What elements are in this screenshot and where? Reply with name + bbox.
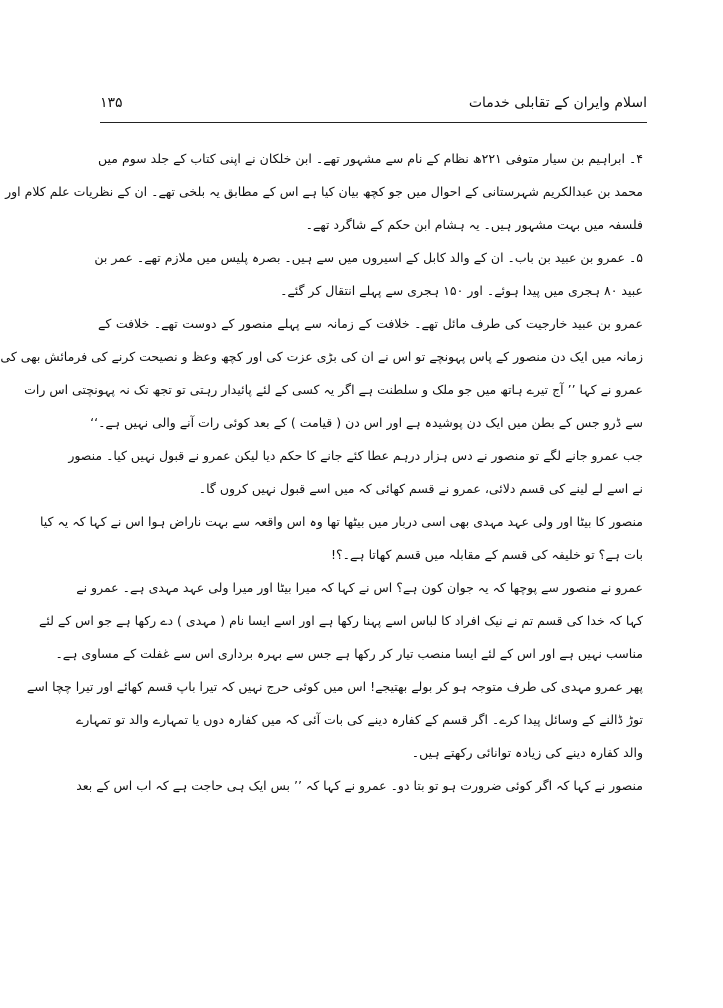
text-line: منصور نے کہا کہ اگر کوئی ضرورت ہو تو بتا دو۔ عمرو نے کہا کہ ’’ بس ایک ہی حاجت ہے کہ اب اس کے بعد — [76, 778, 643, 793]
running-header-title: اسلام وایران کے تقابلی خدمات — [468, 95, 647, 111]
text-line: توڑ ڈالنے کے وسائل پیدا کرے۔ اگر قسم کے کفارہ دینے کی بات آئی کہ میں کفارہ دوں یا تمہارے والد تو تمہارے — [75, 712, 643, 727]
text-line: منصور کا بیٹا اور ولی عہد مہدی بھی اسی دربار میں بیٹھا تھا وہ اس واقعہ سے بہت ناراض ہوا اس نے کہا کہ یہ کیا — [39, 514, 643, 529]
text-line: عمرو بن عبید خارجیت کی طرف مائل تھے۔ خلافت کے زمانہ سے پہلے منصور کے دوست تھے۔ خلافت کے — [98, 316, 643, 331]
body-text — [0, 142, 643, 802]
text-line: زمانہ میں ایک دن منصور کے پاس پہونچے تو اس نے ان کی بڑی عزت کی اور کچھ وعظ و نصیحت کرنے کی فرمائش بھی کی — [0, 349, 643, 364]
text-line: ۵۔ عمرو بن عبید بن باب۔ ان کے والد کابل کے اسیروں میں سے ہیں۔ بصرہ پلیس میں ملازم تھے۔ عمر بن — [94, 250, 643, 265]
page-number: ۱۳۵ — [100, 95, 123, 111]
text-line: ۴۔ ابراہیم بن سیار متوفی ۲۲۱ھ نظام کے نام سے مشہور تھے۔ ابن خلکان نے اپنی کتاب کے جلد سوم میں — [98, 151, 643, 166]
text-line: کہا کہ خدا کی قسم تم نے نیک افراد کا لباس اسے پہنا رکھا ہے اور اسے ایسا نام ( مہدی ) دے رکھا ہے جو اس کے لئے — [39, 613, 643, 628]
text-line: محمد بن عبدالکریم شہرستانی کے احوال میں جو کچھ بیان کیا ہے اس کے مطابق یہ بلخی تھے۔ ان کے نظریات علم کلام اور — [5, 184, 643, 199]
text-line: عبید ۸۰ ہجری میں پیدا ہوئے۔ اور ۱۵۰ ہجری سے پہلے انتقال کر گئے۔ — [280, 283, 643, 298]
running-header — [100, 92, 647, 118]
text-line: سے ڈرو جس کے بطن میں ایک دن پوشیدہ ہے اور اس دن ( قیامت ) کے بعد کوئی رات آنے والی نہیں ہے۔‘‘ — [90, 415, 643, 430]
text-line: بات ہے؟ تو خلیفہ کی قسم کے مقابلہ میں قسم کھاتا ہے۔؟! — [331, 547, 643, 562]
text-line: عمرو نے کہا ’’ آج تیرے ہاتھ میں جو ملک و سلطنت ہے اگر یہ کسی کے لئے پائیدار رہتی تو تجھ تک نہ پہونچتی اس رات — [24, 382, 643, 397]
text-line: نے اسے لے لینے کی قسم دلائی، عمرو نے قسم کھائی کہ میں اسے قبول نہیں کروں گا۔ — [198, 481, 643, 496]
text-line: عمرو نے منصور سے پوچھا کہ یہ جوان کون ہے؟ اس نے کہا کہ میرا بیٹا اور میرا ولی عہد مہدی ہے۔ عمرو نے — [76, 580, 643, 595]
text-line: مناسب نہیں ہے اور اس کے لئے ایسا منصب تیار کر رکھا ہے جس سے بہرہ برداری اس سے غفلت کے مساوی ہے۔ — [55, 646, 643, 661]
text-line: پھر عمرو مہدی کی طرف متوجہ ہو کر بولے بھتیجے! اس میں کوئی حرج نہیں کہ تیرا باپ قسم کھائے اور تیرا چچا اسے — [26, 679, 643, 694]
header-divider — [100, 122, 647, 123]
text-line: جب عمرو جانے لگے تو منصور نے دس ہزار درہم عطا کئے جانے کا حکم دیا لیکن عمرو نے قبول نہیں کیا۔ منصور — [68, 448, 643, 463]
text-line: والد کفارہ دینے کی زیادہ توانائی رکھتے ہیں۔ — [411, 745, 643, 760]
text-line: فلسفہ میں بہت مشہور ہیں۔ یہ ہشام ابن حکم کے شاگرد تھے۔ — [305, 217, 643, 232]
